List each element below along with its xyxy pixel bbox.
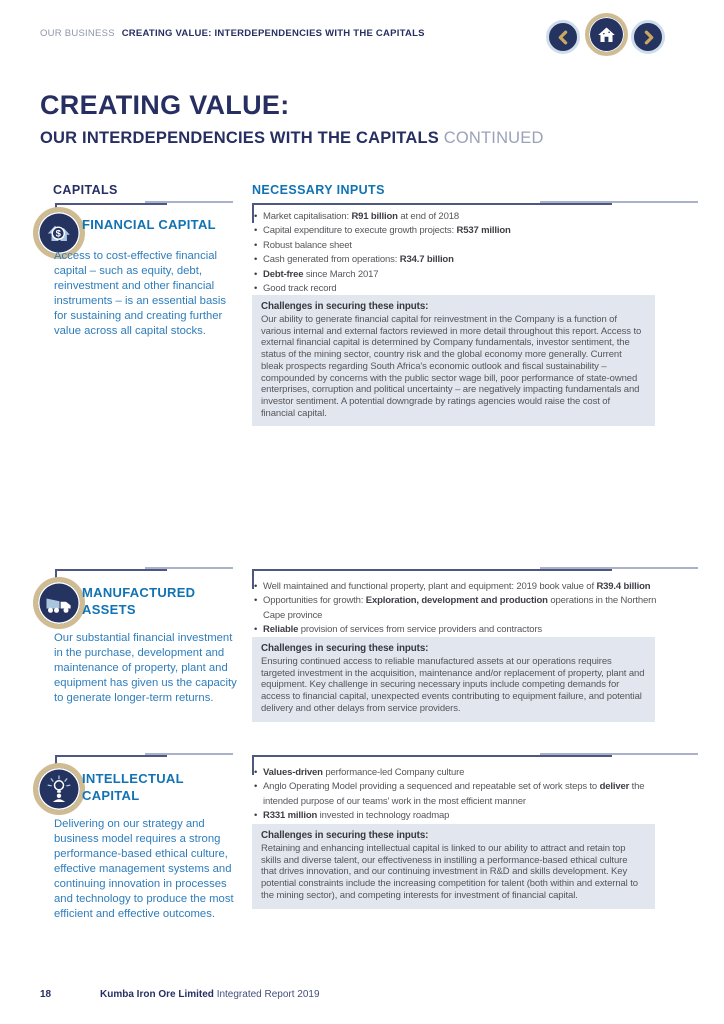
svg-text:$: $ <box>55 228 61 240</box>
chevron-right-icon <box>640 29 657 46</box>
list-item: • R331 million invested in technology roadmap <box>253 809 663 823</box>
page-number: 18 <box>40 989 52 1000</box>
challenges-box-manufactured <box>252 637 655 722</box>
necessary-inputs-column-header: NECESSARY INPUTS <box>252 183 385 197</box>
capital-name-manufactured: MANUFACTURED ASSETS <box>82 585 196 617</box>
page-subtitle-bold: OUR INTERDEPENDENCIES WITH THE CAPITALS <box>40 129 439 147</box>
footer-company: Kumba Iron Ore Limited <box>100 989 214 1000</box>
list-item: • Good track record <box>253 282 663 296</box>
chevron-left-icon <box>555 29 572 46</box>
challenges-heading: Challenges in securing these inputs: <box>261 643 429 654</box>
intellectual-capital-icon <box>42 772 76 806</box>
challenges-heading: Challenges in securing these inputs: <box>261 830 429 841</box>
list-item: • Anglo Operating Model providing a sequenced and repeatable set of work steps to deliver the intended purpose of our teams' work in the most efficient manner <box>253 780 663 809</box>
intellectual-capital-badge <box>33 763 85 815</box>
home-icon <box>596 24 617 45</box>
capital-name-financial: FINANCIAL CAPITAL <box>82 217 216 232</box>
capital-description-manufactured: Our substantial financial investment in the purchase, development and maintenance of property, plant and equipment has given us the capacity to generate longer-term returns. <box>54 632 237 704</box>
challenges-box-financial <box>252 295 655 426</box>
list-item: • Cash generated from operations: R34.7 billion <box>253 253 663 267</box>
necessary-inputs-list-intellectual <box>253 766 663 824</box>
challenges-box-intellectual <box>252 824 655 909</box>
necessary-inputs-list-manufactured <box>253 580 663 638</box>
breadcrumb <box>40 28 425 39</box>
challenges-text: Our ability to generate financial capital for reinvestment in the Company is a function of various internal and external factors reviewed in more detail throughout this report. Access to external financial capital is determined by Company fundamentals, investor sentiment, the status of the mining sector, country risk and the global economy more generally. Current bleak prospects regarding South Africa's economic outlook and fiscal sustainability – compounded by concerns with the public sector wage bill, poor performance of state-owned enterprises, corruption and political uncertainty – are negatively impacting fundamentals and investor sentiment. A potential downgrade by ratings agencies would raise the cost of financial capital. <box>261 314 642 419</box>
next-page-button[interactable] <box>631 20 665 54</box>
capital-name-intellectual: INTELLECTUAL CAPITAL <box>82 771 184 803</box>
list-item: • Robust balance sheet <box>253 239 663 253</box>
page-title: CREATING VALUE: <box>40 90 290 120</box>
footer-report: Integrated Report 2019 <box>216 989 320 1000</box>
manufactured-assets-icon <box>42 586 76 620</box>
previous-page-button[interactable] <box>546 20 580 54</box>
challenges-heading: Challenges in securing these inputs: <box>261 301 429 312</box>
manufactured-assets-badge <box>33 577 85 629</box>
capital-description-financial: Access to cost-effective financial capital – such as equity, debt, reinvestment and other financial instruments – is an essential basis for sustaining and creating further value across all capital stocks. <box>54 250 227 337</box>
list-item: • Reliable provision of services from service providers and contractors <box>253 623 663 637</box>
list-item: • Capital expenditure to execute growth projects: R537 million <box>253 224 663 238</box>
page-subtitle <box>40 129 544 148</box>
home-button[interactable] <box>585 13 628 56</box>
page-subtitle-continued: CONTINUED <box>443 129 544 147</box>
list-item: • Opportunities for growth: Exploration, development and production operations in the Northern Cape province <box>253 594 663 623</box>
list-item: • Debt-free since March 2017 <box>253 268 663 282</box>
challenges-text: Retaining and enhancing intellectual capital is linked to our ability to attract and retain top skills and diverse talent, our effectiveness in instilling a performance-based ethical culture that drives innovation, and our continuing investment in R&D and skills development. Key potential constraints include the increasing competition for talent (both within and external to the mining sector), and competing interests for investment of financial capital. <box>261 843 638 901</box>
list-item: • Values-driven performance-led Company culture <box>253 766 663 780</box>
necessary-inputs-list-financial <box>253 210 663 296</box>
breadcrumb-page-title: CREATING VALUE: INTERDEPENDENCIES WITH THE CAPITALS <box>121 28 425 39</box>
financial-capital-icon <box>42 216 76 250</box>
list-item: • Market capitalisation: R91 billion at end of 2018 <box>253 210 663 224</box>
capital-description-intellectual: Delivering on our strategy and business model requires a strong performance-based ethical culture, effective management systems and continuing innovation in processes and technology to produce the most efficient and effective outcomes. <box>54 818 234 920</box>
breadcrumb-section: OUR BUSINESS <box>40 28 115 39</box>
list-item: • Well maintained and functional property, plant and equipment: 2019 book value of R39.4 billion <box>253 580 663 594</box>
challenges-text: Ensuring continued access to reliable manufactured assets at our operations requires targeted investment in the acquisition, maintenance and/or replacement of property, plant and equipment. Key challenge in securing necessary inputs include competing demands for access to financial capital, unexpected events contributing to equipment failure, and potential delivery and other delays from service providers. <box>261 656 645 714</box>
footer-text <box>100 989 320 1000</box>
capitals-column-header: CAPITALS <box>53 183 118 197</box>
